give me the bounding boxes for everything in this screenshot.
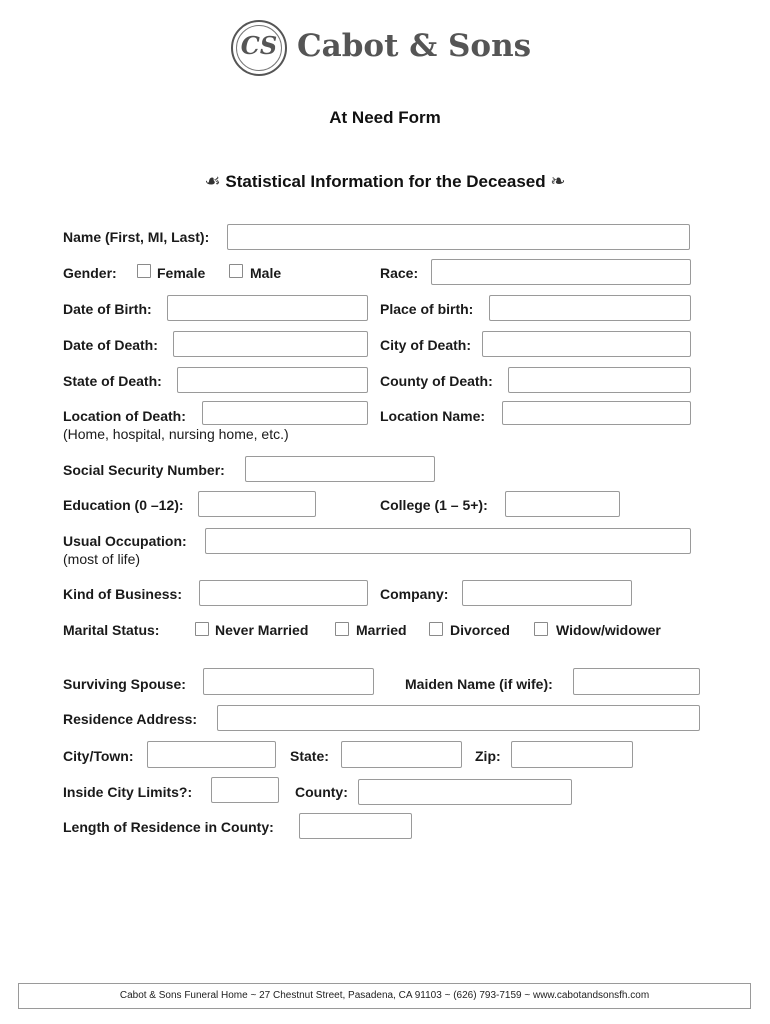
length-of-residence-input[interactable] bbox=[299, 813, 412, 839]
residence-address-label: Residence Address: bbox=[63, 711, 198, 727]
location-of-death-hint: (Home, hospital, nursing home, etc.) bbox=[63, 426, 289, 442]
company-input[interactable] bbox=[462, 580, 632, 606]
city-of-death-label: City of Death: bbox=[380, 337, 471, 353]
county-input[interactable] bbox=[358, 779, 572, 805]
marital-widowed-checkbox[interactable] bbox=[534, 622, 548, 636]
location-of-death-input[interactable] bbox=[202, 401, 368, 425]
location-name-label: Location Name: bbox=[380, 408, 486, 424]
place-of-birth-label: Place of birth: bbox=[380, 301, 474, 317]
college-input[interactable] bbox=[505, 491, 620, 517]
race-label: Race: bbox=[380, 265, 419, 281]
maiden-name-input[interactable] bbox=[573, 668, 700, 695]
maiden-name-label: Maiden Name (if wife): bbox=[405, 676, 553, 692]
city-town-label: City/Town: bbox=[63, 748, 134, 764]
company-label: Company: bbox=[380, 586, 449, 602]
marital-widowed-label: Widow/widower bbox=[556, 622, 661, 638]
gender-male-checkbox[interactable] bbox=[229, 264, 243, 278]
kind-of-business-input[interactable] bbox=[199, 580, 368, 606]
logo-monogram-text: CS bbox=[240, 31, 278, 60]
section-title bbox=[0, 171, 770, 192]
location-of-death-label: Location of Death: bbox=[63, 408, 186, 424]
zip-input[interactable] bbox=[511, 741, 633, 768]
date-of-birth-input[interactable] bbox=[167, 295, 368, 321]
usual-occupation-hint: (most of life) bbox=[63, 551, 141, 567]
marital-married-checkbox[interactable] bbox=[335, 622, 349, 636]
footer-contact: Cabot & Sons Funeral Home ~ 27 Chestnut Street, Pasadena, CA 91103 ~ (626) 793-7159 ~ www.cabotandsonsfh.com bbox=[18, 983, 751, 1009]
section-title-text: Statistical Information for the Deceased bbox=[225, 172, 546, 191]
date-of-birth-label: Date of Birth: bbox=[63, 301, 152, 317]
place-of-birth-input[interactable] bbox=[489, 295, 691, 321]
marital-divorced-checkbox[interactable] bbox=[429, 622, 443, 636]
city-town-input[interactable] bbox=[147, 741, 276, 768]
usual-occupation-input[interactable] bbox=[205, 528, 691, 554]
state-of-death-input[interactable] bbox=[177, 367, 368, 393]
name-label: Name (First, MI, Last): bbox=[63, 229, 210, 245]
marital-married-label: Married bbox=[356, 622, 407, 638]
length-of-residence-label: Length of Residence in County: bbox=[63, 819, 274, 835]
state-label: State: bbox=[290, 748, 329, 764]
kind-of-business-label: Kind of Business: bbox=[63, 586, 183, 602]
state-input[interactable] bbox=[341, 741, 462, 768]
marital-divorced-label: Divorced bbox=[450, 622, 510, 638]
marital-never-married-checkbox[interactable] bbox=[195, 622, 209, 636]
surviving-spouse-input[interactable] bbox=[203, 668, 374, 695]
city-of-death-input[interactable] bbox=[482, 331, 691, 357]
location-name-input[interactable] bbox=[502, 401, 691, 425]
gender-male-label: Male bbox=[250, 265, 282, 281]
county-of-death-label: County of Death: bbox=[380, 373, 493, 389]
marital-status-label: Marital Status: bbox=[63, 622, 160, 638]
county-of-death-input[interactable] bbox=[508, 367, 691, 393]
gender-female-checkbox[interactable] bbox=[137, 264, 151, 278]
usual-occupation-label: Usual Occupation: bbox=[63, 533, 187, 549]
date-of-death-input[interactable] bbox=[173, 331, 368, 357]
county-label: County: bbox=[295, 784, 348, 800]
flourish-left-icon: ☙ bbox=[204, 171, 221, 192]
ssn-input[interactable] bbox=[245, 456, 435, 482]
logo-name: Cabot & Sons bbox=[297, 28, 532, 64]
gender-female-label: Female bbox=[157, 265, 206, 281]
college-label: College (1 – 5+): bbox=[380, 497, 488, 513]
education-label: Education (0 –12): bbox=[63, 497, 184, 513]
marital-never-married-label: Never Married bbox=[215, 622, 309, 638]
education-input[interactable] bbox=[198, 491, 316, 517]
date-of-death-label: Date of Death: bbox=[63, 337, 158, 353]
gender-label: Gender: bbox=[63, 265, 117, 281]
inside-city-limits-label: Inside City Limits?: bbox=[63, 784, 193, 800]
surviving-spouse-label: Surviving Spouse: bbox=[63, 676, 186, 692]
flourish-right-icon: ❧ bbox=[550, 171, 566, 192]
zip-label: Zip: bbox=[475, 748, 501, 764]
state-of-death-label: State of Death: bbox=[63, 373, 162, 389]
inside-city-limits-input[interactable] bbox=[211, 777, 279, 803]
logo-monogram bbox=[231, 20, 287, 76]
ssn-label: Social Security Number: bbox=[63, 462, 225, 478]
name-input[interactable] bbox=[227, 224, 690, 250]
residence-address-input[interactable] bbox=[217, 705, 700, 731]
form-title: At Need Form bbox=[329, 108, 441, 127]
race-input[interactable] bbox=[431, 259, 691, 285]
